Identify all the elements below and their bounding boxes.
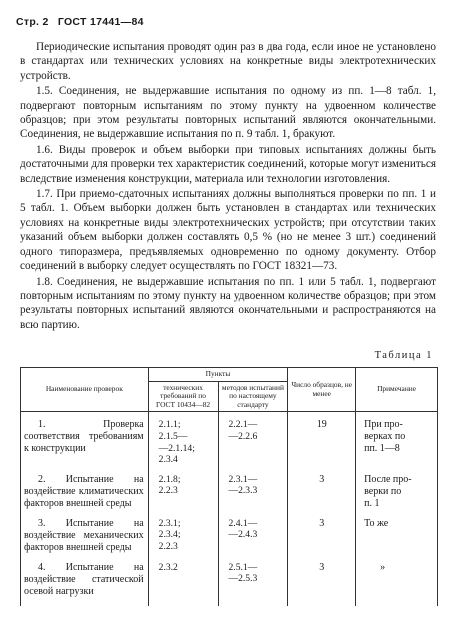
header-samples: Число образцов, не менее [288, 368, 356, 412]
samples-cell: 3 [288, 518, 356, 562]
header-points: Пункты [148, 368, 288, 382]
body-text [20, 40, 436, 333]
check-name: 2. Испытание на воздействие климатических факторов внешней среды [21, 474, 149, 518]
page-header [16, 16, 150, 28]
methods-cell: 2.2.1— —2.2.6 [218, 412, 288, 474]
note-cell: После про- верки по п. 1 [356, 474, 438, 518]
methods-cell: 2.4.1— —2.4.3 [218, 518, 288, 562]
note-cell: То же [356, 518, 438, 562]
header-name: Наименование проверок [21, 368, 149, 412]
requirements-cell: 2.3.1; 2.3.4; 2.2.3 [148, 518, 218, 562]
requirements-cell: 2.1.1; 2.1.5— —2.1.14; 2.3.4 [148, 412, 218, 474]
note-cell: » [356, 562, 438, 606]
paragraph: 1.6. Виды проверок и объем выборки при типовых испытаниях должны быть достаточными для проверки тех характеристик соединений, которые могут измениться вследствие изменения конструкции, материала или технологии изготовления. [20, 143, 436, 185]
requirements-cell: 2.3.2 [148, 562, 218, 606]
requirements-cell: 2.1.8; 2.2.3 [148, 474, 218, 518]
samples-cell: 19 [288, 412, 356, 474]
header-methods: методов испытаний по настоящему стандарту [218, 381, 288, 412]
table-row [21, 562, 438, 606]
paragraph: 1.5. Соединения, не выдержавшие испытания по одному из пп. 1—8 табл. 1, подвергают повторным испытаниям по этому пункту на удвоенном количестве образцов; при этом результаты повторных испытаний являются окончательными. Соединения, не выдержавшие испытания по п. 9 табл. 1, бракуют. [20, 85, 436, 141]
table-caption: Таблица 1 [374, 350, 433, 361]
paragraph: Периодические испытания проводят один раз в два года, если иное не установлено в стандартах или технических условиях на конкретные виды электротехнических устройств. [20, 41, 436, 82]
standard-code: ГОСТ 17441—84 [57, 16, 144, 28]
paragraph: 1.7. При приемо-сдаточных испытаниях должны выполняться проверки по пп. 1 и 5 табл. 1. Объем выборки должен быть установлен в стандартах или технических условиях на конкретные виды электротехнических устройств; при отсутствии таких указаний объем выборки должен составлять 0,5 % (но не менее 3 шт.) соединений одного типоразмера, предъявляемых одновременно по одному документу. Отбор соединений в выборку следует осуществлять по ГОСТ 18321—73. [20, 188, 436, 273]
check-name: 1. Проверка соответствия требованиям к конструкции [21, 412, 149, 474]
page-number: Стр. 2 [16, 16, 49, 28]
table-row [21, 518, 438, 562]
samples-cell: 3 [288, 474, 356, 518]
check-name: 4. Испытание на воздействие статической осевой нагрузки [21, 562, 149, 606]
inspection-table [20, 367, 438, 606]
methods-cell: 2.5.1— —2.5.3 [218, 562, 288, 606]
table-row [21, 474, 438, 518]
header-requirements: технических требований по ГОСТ 10434—82 [148, 381, 218, 412]
check-name: 3. Испытание на воздействие механических факторов внешней среды [21, 518, 149, 562]
table-row [21, 412, 438, 474]
header-note: Примечание [356, 368, 438, 412]
samples-cell: 3 [288, 562, 356, 606]
note-cell: При про- верках по пп. 1—8 [356, 412, 438, 474]
methods-cell: 2.3.1— —2.3.3 [218, 474, 288, 518]
paragraph: 1.8. Соединения, не выдержавшие испытания по пп. 1 или 5 табл. 1, подвергают повторным испытаниям по этому пункту на удвоенном количестве образцов; при этом результаты повторных испытаний являются окончательными и распространяются на всю партию. [20, 275, 436, 331]
